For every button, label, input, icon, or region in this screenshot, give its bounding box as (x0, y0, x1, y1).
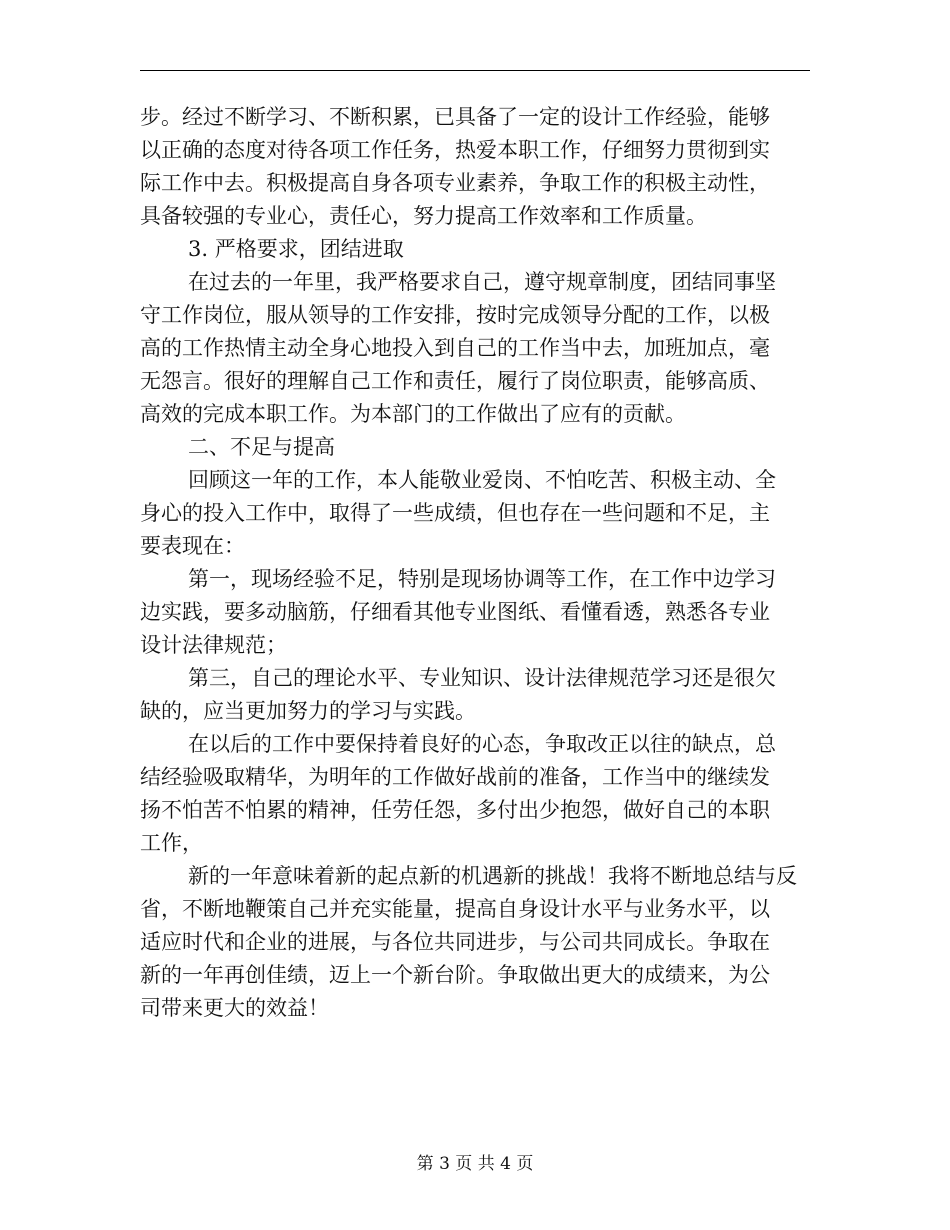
text-line: 工作， (140, 831, 203, 855)
text-line: 省，不断地鞭策自己并充实能量，提高自身设计水平与业务水平，以 (140, 897, 770, 921)
text-line: 回顾这一年的工作，本人能敬业爱岗、不怕吃苦、积极主动、全 (188, 468, 776, 492)
text-line: 在以后的工作中要保持着良好的心态，争取改正以往的缺点，总 (188, 732, 776, 756)
text-line: 高的工作热情主动全身心地投入到自己的工作当中去，加班加点，毫 (140, 336, 770, 360)
text-line: 守工作岗位，服从领导的工作安排，按时完成领导分配的工作，以极 (140, 303, 770, 327)
text-line: 无怨言。很好的理解自己工作和责任，履行了岗位职责，能够高质、 (140, 369, 770, 393)
text-line: 新的一年再创佳绩，迈上一个新台阶。争取做出更大的成绩来，为公 (140, 963, 770, 987)
text-line: 第三，自己的理论水平、专业知识、设计法律规范学习还是很欠 (188, 666, 776, 690)
header-rule (140, 70, 810, 71)
text-line: 3. 严格要求，团结进取 (188, 237, 404, 261)
text-line: 在过去的一年里，我严格要求自己，遵守规章制度，团结同事坚 (188, 270, 776, 294)
text-line: 结经验吸取精华，为明年的工作做好战前的准备，工作当中的继续发 (140, 765, 770, 789)
text-line: 具备较强的专业心，责任心，努力提高工作效率和工作质量。 (140, 204, 707, 228)
text-line: 步。经过不断学习、不断积累，已具备了一定的设计工作经验，能够 (140, 105, 770, 129)
text-line: 第一，现场经验不足，特别是现场协调等工作，在工作中边学习 (188, 567, 776, 591)
text-line: 际工作中去。积极提高自身各项专业素养，争取工作的积极主动性， (140, 171, 770, 195)
text-line: 身心的投入工作中，取得了一些成绩，但也存在一些问题和不足，主 (140, 501, 770, 525)
text-line: 适应时代和企业的进展，与各位共同进步，与公司共同成长。争取在 (140, 930, 770, 954)
text-line: 要表现在： (140, 534, 245, 558)
text-line: 设计法律规范； (140, 633, 287, 657)
text-line: 边实践，要多动脑筋，仔细看其他专业图纸、看懂看透，熟悉各专业 (140, 600, 770, 624)
text-line: 二、不足与提高 (188, 435, 335, 459)
text-line: 扬不怕苦不怕累的精神，任劳任怨，多付出少抱怨，做好自己的本职 (140, 798, 770, 822)
page-footer: 第 3 页 共 4 页 (416, 1154, 534, 1174)
document-body (140, 101, 820, 1025)
text-line: 新的一年意味着新的起点新的机遇新的挑战！我将不断地总结与反 (188, 864, 797, 888)
text-line: 高效的完成本职工作。为本部门的工作做出了应有的贡献。 (140, 402, 686, 426)
text-line: 缺的，应当更加努力的学习与实践。 (140, 699, 476, 723)
text-line: 司带来更大的效益！ (140, 996, 329, 1020)
text-line: 以正确的态度对待各项工作任务，热爱本职工作，仔细努力贯彻到实 (140, 138, 770, 162)
